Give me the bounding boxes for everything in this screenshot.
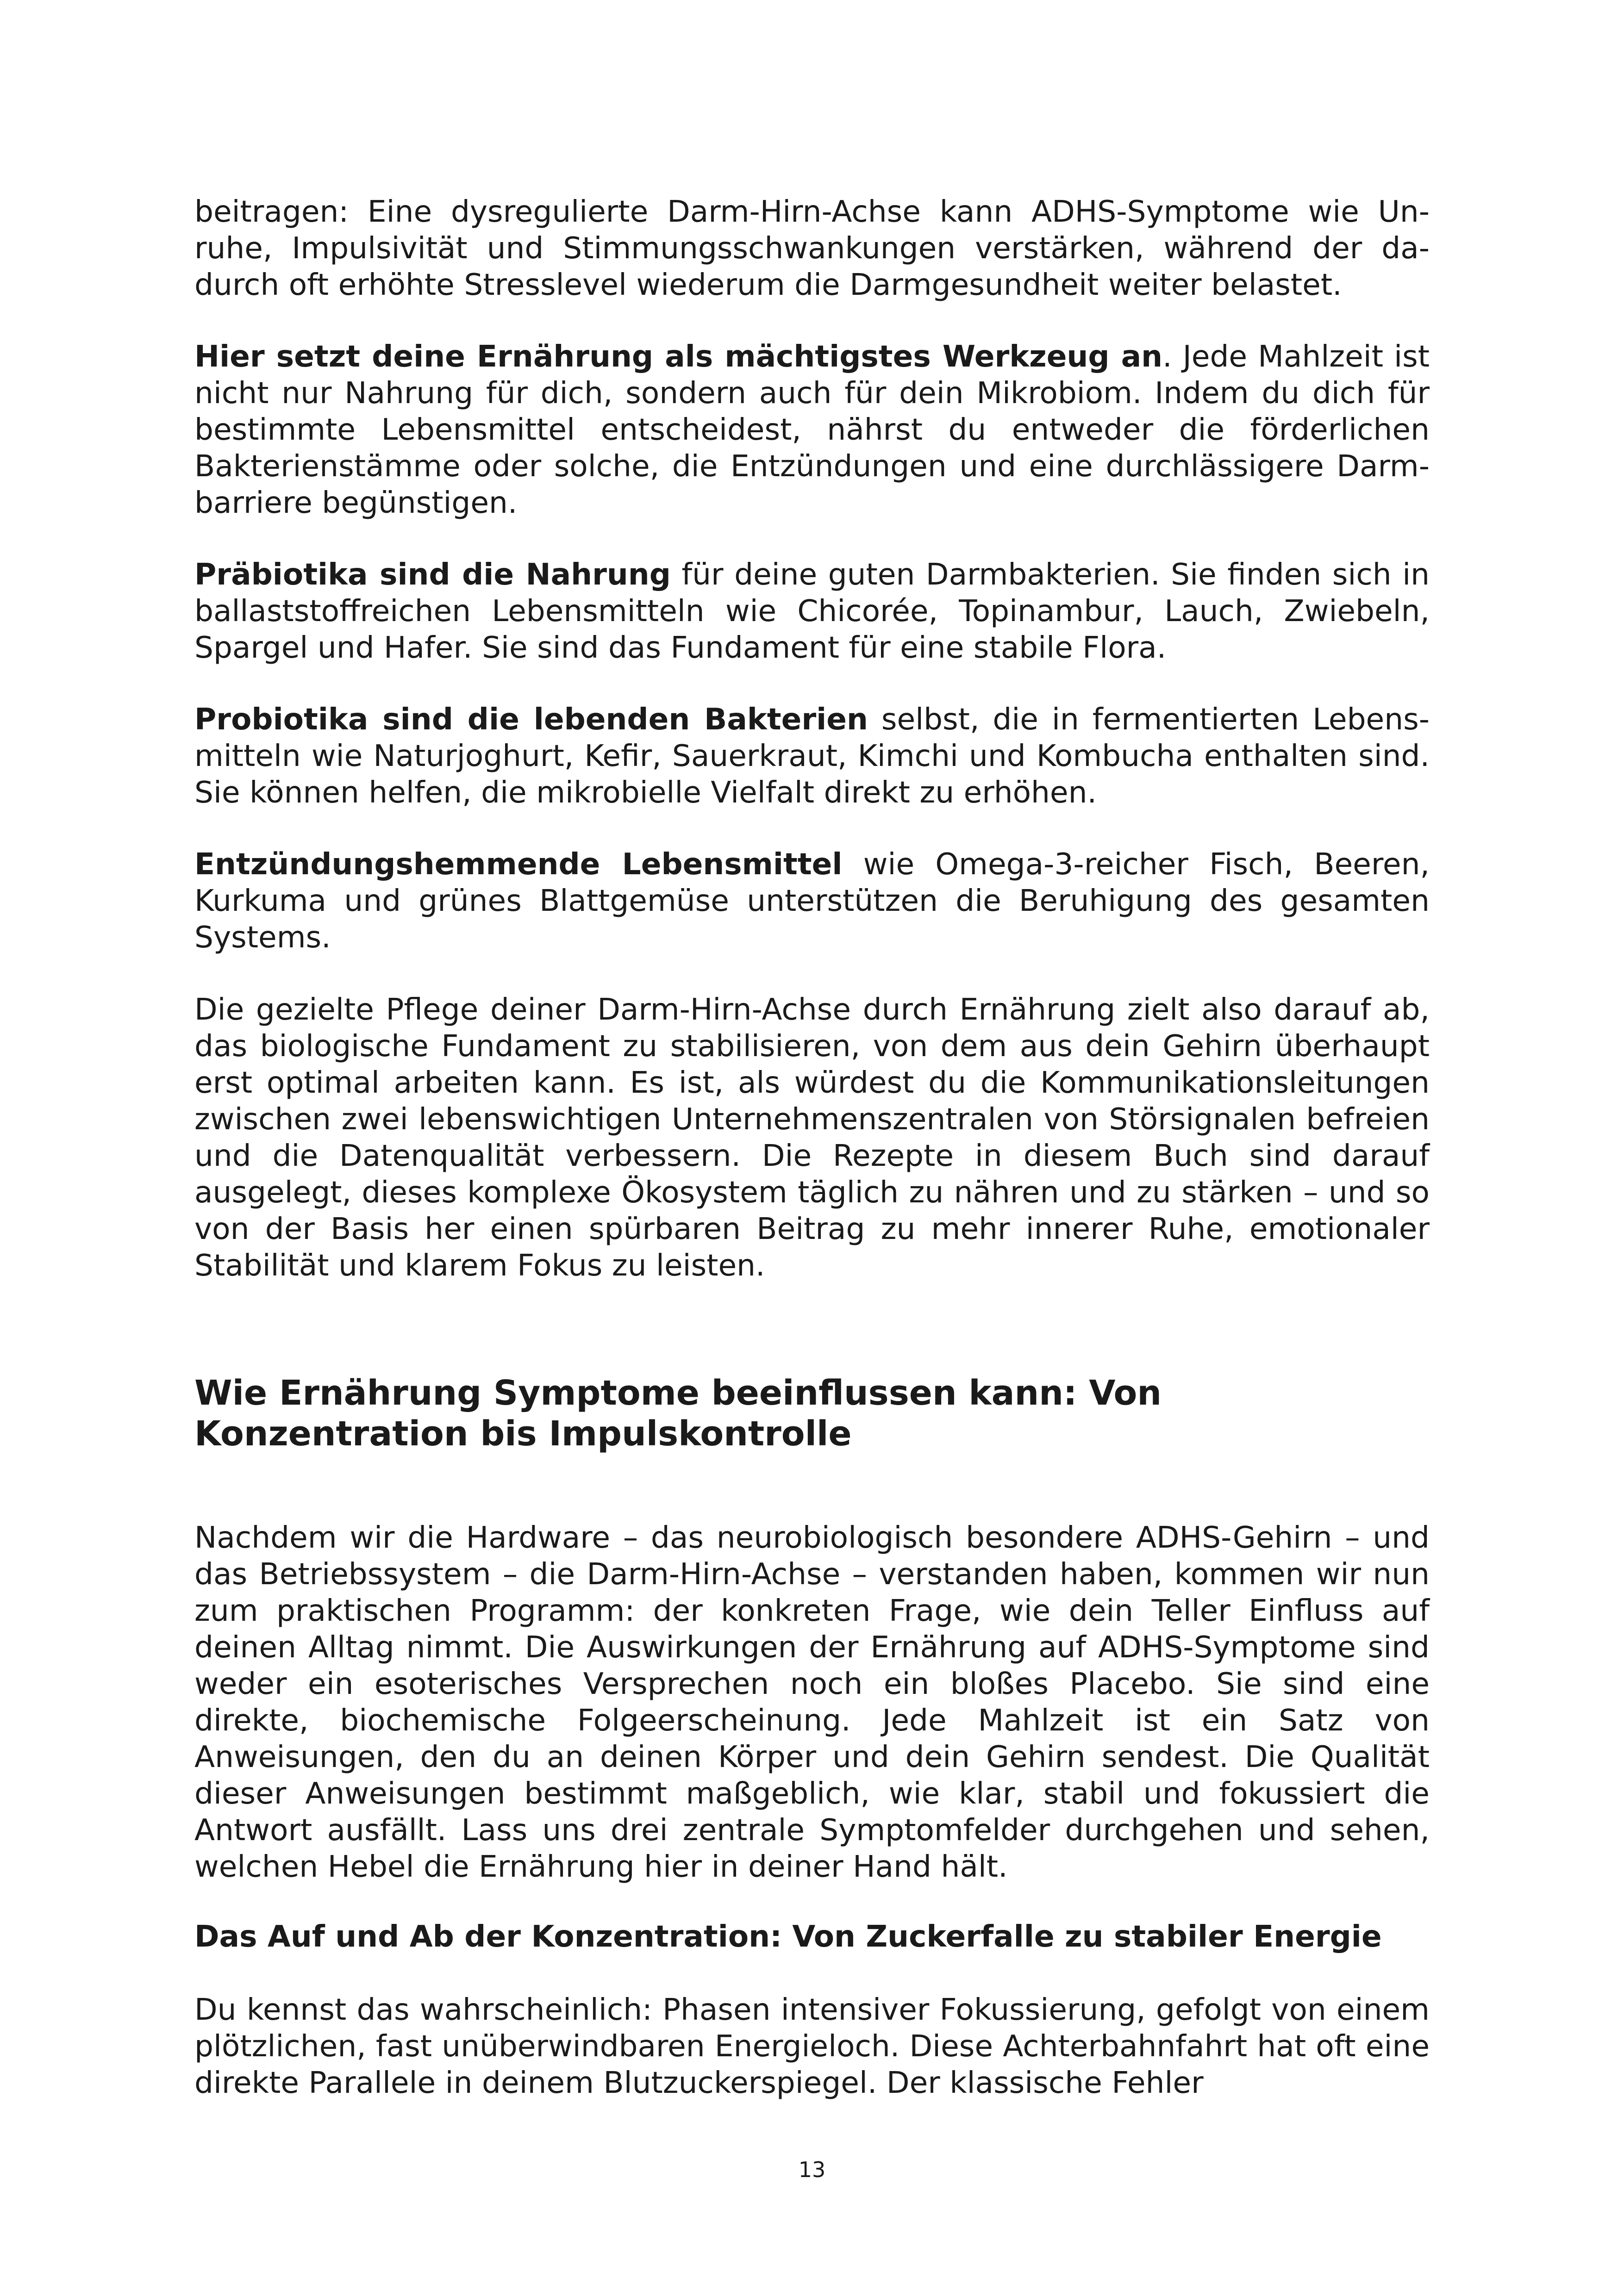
paragraph-lead-bold: Hier setzt deine Ernährung als mächtigstes Werkzeug an — [194, 339, 1163, 374]
paragraph-text: selbst, die in fermentierten Lebensmitteln wie Naturjoghurt, Kefir, Sauerkraut, Kimchi und Kombucha enthalten sind. Sie können helfen, die mikrobielle Vielfalt direkt zu erhöhen. — [194, 702, 1430, 810]
paragraph-text: . Jede Mahlzeit ist nicht nur Nahrung für dich, sondern auch für dein Mikrobiom. Indem du dich für bestimmte Lebensmittel entscheidest, nährst du entweder die förderlichen Bakterienstämme oder solche, die Entzündungen und eine durchlässigere Darmbarriere begünstigen. — [194, 339, 1430, 520]
paragraph-concentration-rollercoaster — [194, 1991, 1430, 2101]
paragraph-anti-inflammatory-foods — [194, 846, 1430, 956]
paragraph-text: Nachdem wir die Hardware – das neurobiologisch besondere ADHS-Gehirn – und das Betriebssystem – die Darm-Hirn-Achse – verstanden haben, kommen wir nun zum praktischen Programm: der konkreten Frage, wie dein Teller Einfluss auf deinen Alltag nimmt. Die Auswirkungen der Ernährung auf ADHS-Symptome sind weder ein esoterisches Versprechen noch ein bloßes Placebo. Sie sind eine direkte, biochemische Folgeerscheinung. Jede Mahlzeit ist ein Satz von Anweisungen, den du an deinen Körper und dein Gehirn sendest. Die Qualität dieser Anweisungen bestimmt maßgeblich, wie klar, stabil und fokussiert die Antwort ausfällt. Lass uns drei zentrale Symptomfelder durchgehen und sehen, welchen Hebel die Ernährung hier in deiner Hand hält. — [194, 1520, 1430, 1884]
paragraph-text: Du kennst das wahrscheinlich: Phasen intensiver Fokussierung, gefolgt von einem plötzlichen, fast unüberwindbaren Energieloch. Diese Achterbahnfahrt hat oft eine direkte Parallele in deinem Blutzuckerspiegel. Der klassische Fehler — [194, 1992, 1430, 2100]
paragraph-gut-brain-care-summary — [194, 991, 1430, 1284]
page-number: 13 — [798, 2157, 826, 2182]
paragraph-text: für deine guten Darmbakterien. Sie finden sich in ballaststoffreichen Lebensmitteln wie Chicorée, Topinambur, Lauch, Zwiebeln, Spargel und Hafer. Sie sind das Fundament für eine stabile Flora. — [194, 557, 1430, 665]
paragraph-text: beitragen: Eine dysregulierte Darm-Hirn-Achse kann ADHS-Symptome wie Unruhe, Impulsivität und Stimmungsschwankungen verstärken, während der dadurch oft erhöhte Stresslevel wiederum die Darmgesundheit weiter belastet. — [194, 194, 1430, 302]
paragraph-lead-bold: Entzündungshemmende Lebensmittel — [194, 847, 843, 882]
paragraph-lead-bold: Probiotika sind die lebenden Bakterien — [194, 702, 868, 737]
paragraph-prebiotics — [194, 556, 1430, 666]
subsection-heading: Das Auf und Ab der Konzentration: Von Zuckerfalle zu stabiler Energie — [194, 1919, 1382, 1954]
section-heading: Wie Ernährung Symptome beeinflussen kann: Von Konzentration bis Impulskontrolle — [194, 1373, 1162, 1454]
paragraph-nutrition-as-tool — [194, 338, 1430, 521]
paragraph-nutrition-effects-intro — [194, 1519, 1430, 1885]
paragraph-gut-brain-axis-symptoms — [194, 193, 1430, 303]
paragraph-lead-bold: Präbiotika sind die Nahrung — [194, 557, 671, 592]
paragraph-text: wie Omega-3-reicher Fisch, Beeren, Kurkuma und grünes Blattgemüse unterstützen die Beruhigung des gesamten Systems. — [194, 847, 1430, 955]
paragraph-probiotics — [194, 701, 1430, 811]
paragraph-text: Die gezielte Pflege deiner Darm-Hirn-Achse durch Ernährung zielt also darauf ab, das biologische Fundament zu stabilisieren, von dem aus dein Gehirn überhaupt erst optimal arbeiten kann. Es ist, als würdest du die Kommunikationsleitungen zwischen zwei lebenswichtigen Unternehmenszentralen von Störsignalen befreien und die Datenqualität verbessern. Die Rezepte in diesem Buch sind darauf ausgelegt, dieses komplexe Ökosystem täglich zu nähren und zu stärken – und so von der Basis her einen spürbaren Beitrag zu mehr innerer Ruhe, emotionaler Stabilität und klarem Fokus zu leisten. — [194, 992, 1430, 1283]
